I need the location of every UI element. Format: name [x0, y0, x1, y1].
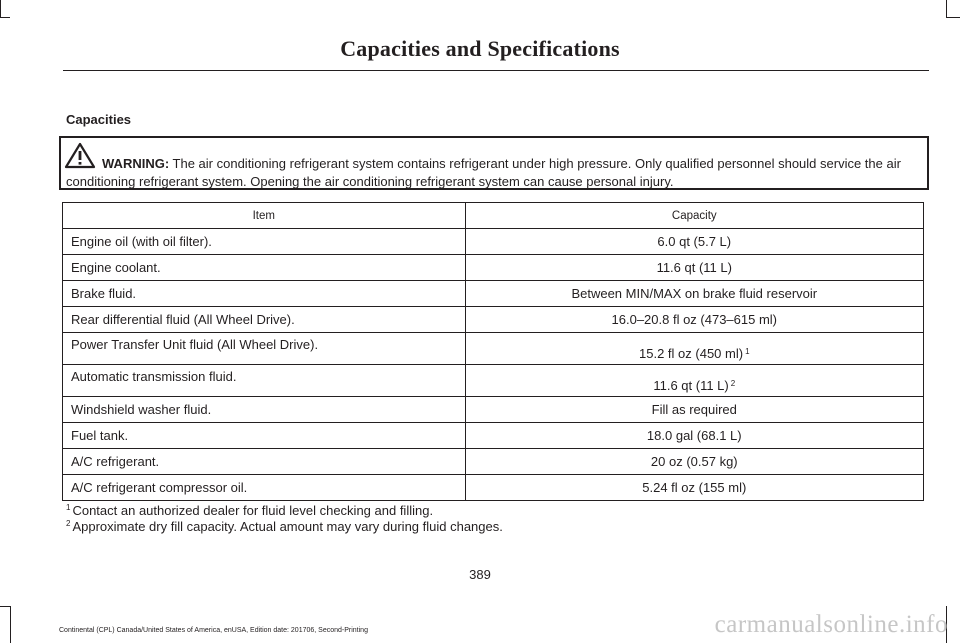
- footnote-mark: 2: [66, 519, 71, 528]
- table-row: [63, 475, 924, 501]
- item-cell: A/C refrigerant compressor oil.: [63, 475, 466, 501]
- capacity-cell: [465, 307, 923, 333]
- edition-footer: Continental (CPL) Canada/United States of America, enUSA, Edition date: 201706, Second-Printing: [59, 627, 368, 634]
- warning-label: WARNING:: [102, 156, 170, 171]
- capacity-cell: [465, 449, 923, 475]
- capacities-table: [62, 202, 924, 501]
- capacity-value: Between MIN/MAX on brake fluid reservoir: [571, 286, 818, 301]
- crop-mark: [946, 17, 960, 18]
- header-divider: [63, 70, 929, 71]
- capacity-value: 11.6 qt (11 L): [653, 378, 729, 393]
- column-header-item: Item: [63, 203, 466, 229]
- item-cell: Fuel tank.: [63, 423, 466, 449]
- capacity-cell: [465, 397, 923, 423]
- footnote-text: Contact an authorized dealer for fluid level checking and filling.: [72, 503, 434, 518]
- item-cell: Engine coolant.: [63, 255, 466, 281]
- table-row: [63, 365, 924, 397]
- page-number: 389: [469, 567, 491, 582]
- capacity-cell: [465, 281, 923, 307]
- footnote-reference: 1: [745, 347, 750, 356]
- item-cell: Brake fluid.: [63, 281, 466, 307]
- capacity-value: 20 oz (0.57 kg): [650, 454, 738, 469]
- table-row: [63, 307, 924, 333]
- footnote-1: [66, 503, 433, 518]
- table-row: [63, 397, 924, 423]
- capacity-cell: [465, 365, 923, 397]
- table-row: [63, 449, 924, 475]
- table-row: [63, 229, 924, 255]
- capacity-value: 15.2 fl oz (450 ml): [639, 346, 744, 361]
- column-header-capacity: Capacity: [465, 203, 923, 229]
- footnote-text: Approximate dry fill capacity. Actual amount may vary during fluid changes.: [72, 519, 503, 534]
- capacity-value: 18.0 gal (68.1 L): [646, 428, 742, 443]
- table-row: [63, 255, 924, 281]
- footnote-mark: 1: [66, 503, 71, 512]
- warning-message: [66, 155, 926, 191]
- item-cell: Power Transfer Unit fluid (All Wheel Drive).: [63, 333, 466, 365]
- table-row: [63, 281, 924, 307]
- capacity-cell: [465, 423, 923, 449]
- capacity-cell: [465, 333, 923, 365]
- crop-mark: [0, 0, 1, 17]
- crop-mark: [0, 17, 10, 18]
- table-header-row: [63, 203, 924, 229]
- crop-mark: [10, 606, 11, 643]
- item-cell: Automatic transmission fluid.: [63, 365, 466, 397]
- item-cell: A/C refrigerant.: [63, 449, 466, 475]
- item-cell: Windshield washer fluid.: [63, 397, 466, 423]
- crop-mark: [0, 606, 10, 607]
- capacity-value: 6.0 qt (5.7 L): [657, 234, 732, 249]
- section-heading: Capacities: [66, 112, 132, 127]
- capacity-value: Fill as required: [651, 402, 737, 417]
- capacity-value: 11.6 qt (11 L): [656, 260, 732, 275]
- item-cell: Engine oil (with oil filter).: [63, 229, 466, 255]
- table-row: [63, 333, 924, 365]
- footnote-reference: 2: [730, 379, 736, 388]
- warning-body: The air conditioning refrigerant system contains refrigerant under high pressure. Only qualified personnel should service the air conditioning refrigerant system. Opening the air conditioning refrigerant system can cause personal injury.: [66, 156, 901, 189]
- item-cell: Rear differential fluid (All Wheel Drive).: [63, 307, 466, 333]
- capacity-value: 5.24 fl oz (155 ml): [642, 480, 747, 495]
- table-row: [63, 423, 924, 449]
- capacity-value: 16.0–20.8 fl oz (473–615 ml): [611, 312, 778, 327]
- capacity-cell: [465, 475, 923, 501]
- capacity-cell: [465, 229, 923, 255]
- footnote-2: [66, 519, 503, 534]
- capacity-cell: [465, 255, 923, 281]
- site-watermark: carmanualsonline.info: [714, 611, 948, 638]
- crop-mark: [946, 0, 947, 17]
- page-title: Capacities and Specifications: [340, 36, 620, 61]
